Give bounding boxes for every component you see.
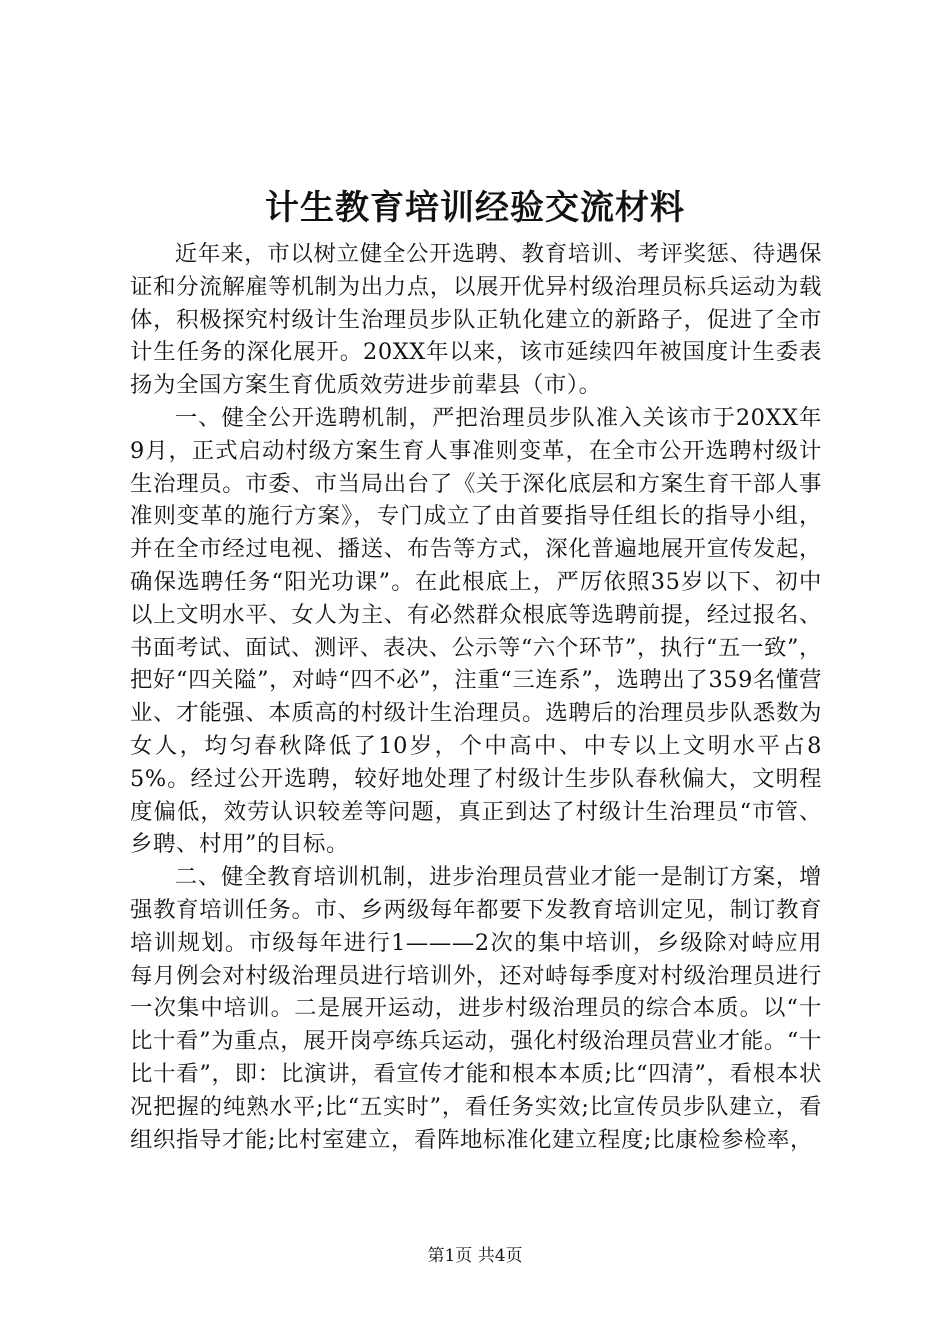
paragraph-section-one: 一、健全公开选聘机制，严把治理员步队准入关该市于20XX年9月，正式启动村级方案生育人事准则变革，在全市公开选聘村级计生治理员。市委、市当局出台了《关于深化底层和方案生育干部人事准则变革的施行方案》，专门成立了由首要指导任组长的指导小组，并在全市经过电视、播送、布告等方式，深化普遍地展开宣传发起，确保选聘任务“阳光功课”。在此根底上，严厉依照35岁以下、初中以上文明水平、女人为主、有必然群众根底等选聘前提，经过报名、书面考试、面试、测评、表决、公示等“六个环节”，执行“五一致”，把好“四关隘”，对峙“四不必”，注重“三连系”，选聘出了359名懂营业、才能强、本质高的村级计生治理员。选聘后的治理员步队悉数为女人，均匀春秋降低了10岁，个中高中、中专以上文明水平占85%。经过公开选聘，较好地处理了村级计生步队春秋偏大，文明程度偏低，效劳认识较差等问题，真正到达了村级计生治理员“市管、乡聘、村用”的目标。 — [130, 404, 822, 858]
document-body — [130, 238, 822, 1156]
document-title: 计生教育培训经验交流材料 — [265, 188, 685, 228]
paragraph-intro: 近年来，市以树立健全公开选聘、教育培训、考评奖惩、待遇保证和分流解雇等机制为出力点，以展开优异村级治理员标兵运动为载体，积极探究村级计生治理员步队正轨化建立的新路子，促进了全市计生任务的深化展开。20XX年以来，该市延续四年被国度计生委表扬为全国方案生育优质效劳进步前辈县（市）。 — [130, 241, 822, 399]
page-number-footer: 第1页 共4页 — [427, 1246, 523, 1266]
paragraph-section-two: 二、健全教育培训机制，进步治理员营业才能一是制订方案，增强教育培训任务。市、乡两级每年都要下发教育培训定见，制订教育培训规划。市级每年进行1———2次的集中培训，乡级除对峙应用每月例会对村级治理员进行培训外，还对峙每季度对村级治理员进行一次集中培训。二是展开运动，进步村级治理员的综合本质。以“十比十看”为重点，展开岗亭练兵运动，强化村级治理员营业才能。“十比十看”，即：比演讲，看宣传才能和根本本质;比“四清”，看根本状况把握的纯熟水平;比“五实时”，看任务实效;比宣传员步队建立，看组织指导才能;比村室建立，看阵地标准化建立程度;比康检参检率， — [130, 864, 822, 1153]
